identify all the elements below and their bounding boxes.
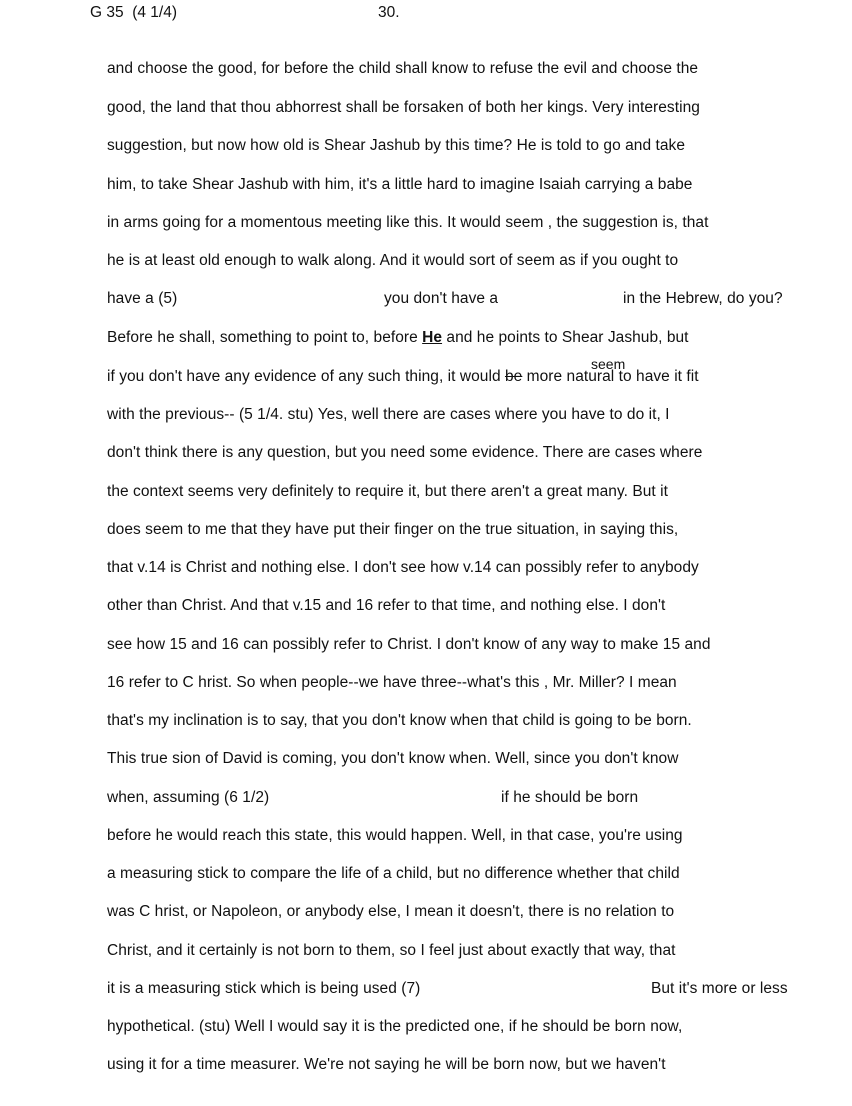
text-line [107,367,847,387]
text-line [107,328,847,348]
text-line: in arms going for a momentous meeting like this. It would seem , the suggestion is, that [107,214,709,231]
text-segment: But it's more or less [651,980,788,997]
page-number: 30. [378,4,400,21]
text-line: using it for a time measurer. We're not saying he will be born now, but we haven't [107,1056,666,1073]
text-segment: you don't have a [384,290,499,307]
text-line: was C hrist, or Napoleon, or anybody else, I mean it doesn't, there is no relation to [107,903,675,920]
text-line: the context seems very definitely to require it, but there aren't a great many. But it [107,483,668,500]
text-line: don't think there is any question, but you need some evidence. There are cases where [107,444,703,461]
text-segment: have a (5) [107,290,178,307]
text-segment: it is a measuring stick which is being used (7) [107,980,421,997]
text-segment: if he should be born [501,789,639,806]
text-line: before he would reach this state, this would happen. Well, in that case, you're using [107,827,683,844]
text-segment: in the Hebrew, do you? [623,290,783,307]
text-line: other than Christ. And that v.15 and 16 refer to that time, and nothing else. I don't [107,597,666,614]
text-line: 16 refer to C hrist. So when people--we have three--what's this , Mr. Miller? I mean [107,674,677,691]
text-line: he is at least old enough to walk along. And it would sort of seem as if you ought to [107,252,679,269]
text-line: This true sion of David is coming, you don't know when. Well, since you don't know [107,750,679,767]
text-line: Christ, and it certainly is not born to them, so I feel just about exactly that way, that [107,942,676,959]
text-line: suggestion, but now how old is Shear Jashub by this time? He is told to go and take [107,137,685,154]
text-line: with the previous-- (5 1/4. stu) Yes, well there are cases where you have to do it, I [107,406,670,423]
handwritten-insertion: seem [591,356,626,372]
text-segment: Before he shall, something to point to, before [107,329,423,346]
underlined-word: He [422,329,443,346]
text-line: see how 15 and 16 can possibly refer to Christ. I don't know of any way to make 15 and [107,636,711,653]
page-header-reference: G 35 (4 1/4) [90,4,178,21]
text-line: hypothetical. (stu) Well I would say it is the predicted one, if he should be born now, [107,1018,683,1035]
struck-word: be [504,368,523,385]
text-line: that's my inclination is to say, that you don't know when that child is going to be born. [107,712,692,729]
text-segment: if you don't have any evidence of any such thing, it would [107,368,505,385]
text-line: does seem to me that they have put their finger on the true situation, in saying this, [107,521,679,538]
text-line: good, the land that thou abhorrest shall be forsaken of both her kings. Very interesting [107,99,700,116]
text-line: a measuring stick to compare the life of a child, but no difference whether that child [107,865,680,882]
text-segment: when, assuming (6 1/2) [107,789,270,806]
text-segment: and he points to Shear Jashub, but [442,329,689,346]
text-line: him, to take Shear Jashub with him, it's a little hard to imagine Isaiah carrying a babe [107,176,693,193]
text-segment: more natural to have it fit [522,368,699,385]
text-line: and choose the good, for before the child shall know to refuse the evil and choose the [107,60,699,77]
text-line: that v.14 is Christ and nothing else. I don't see how v.14 can possibly refer to anybody [107,559,699,576]
